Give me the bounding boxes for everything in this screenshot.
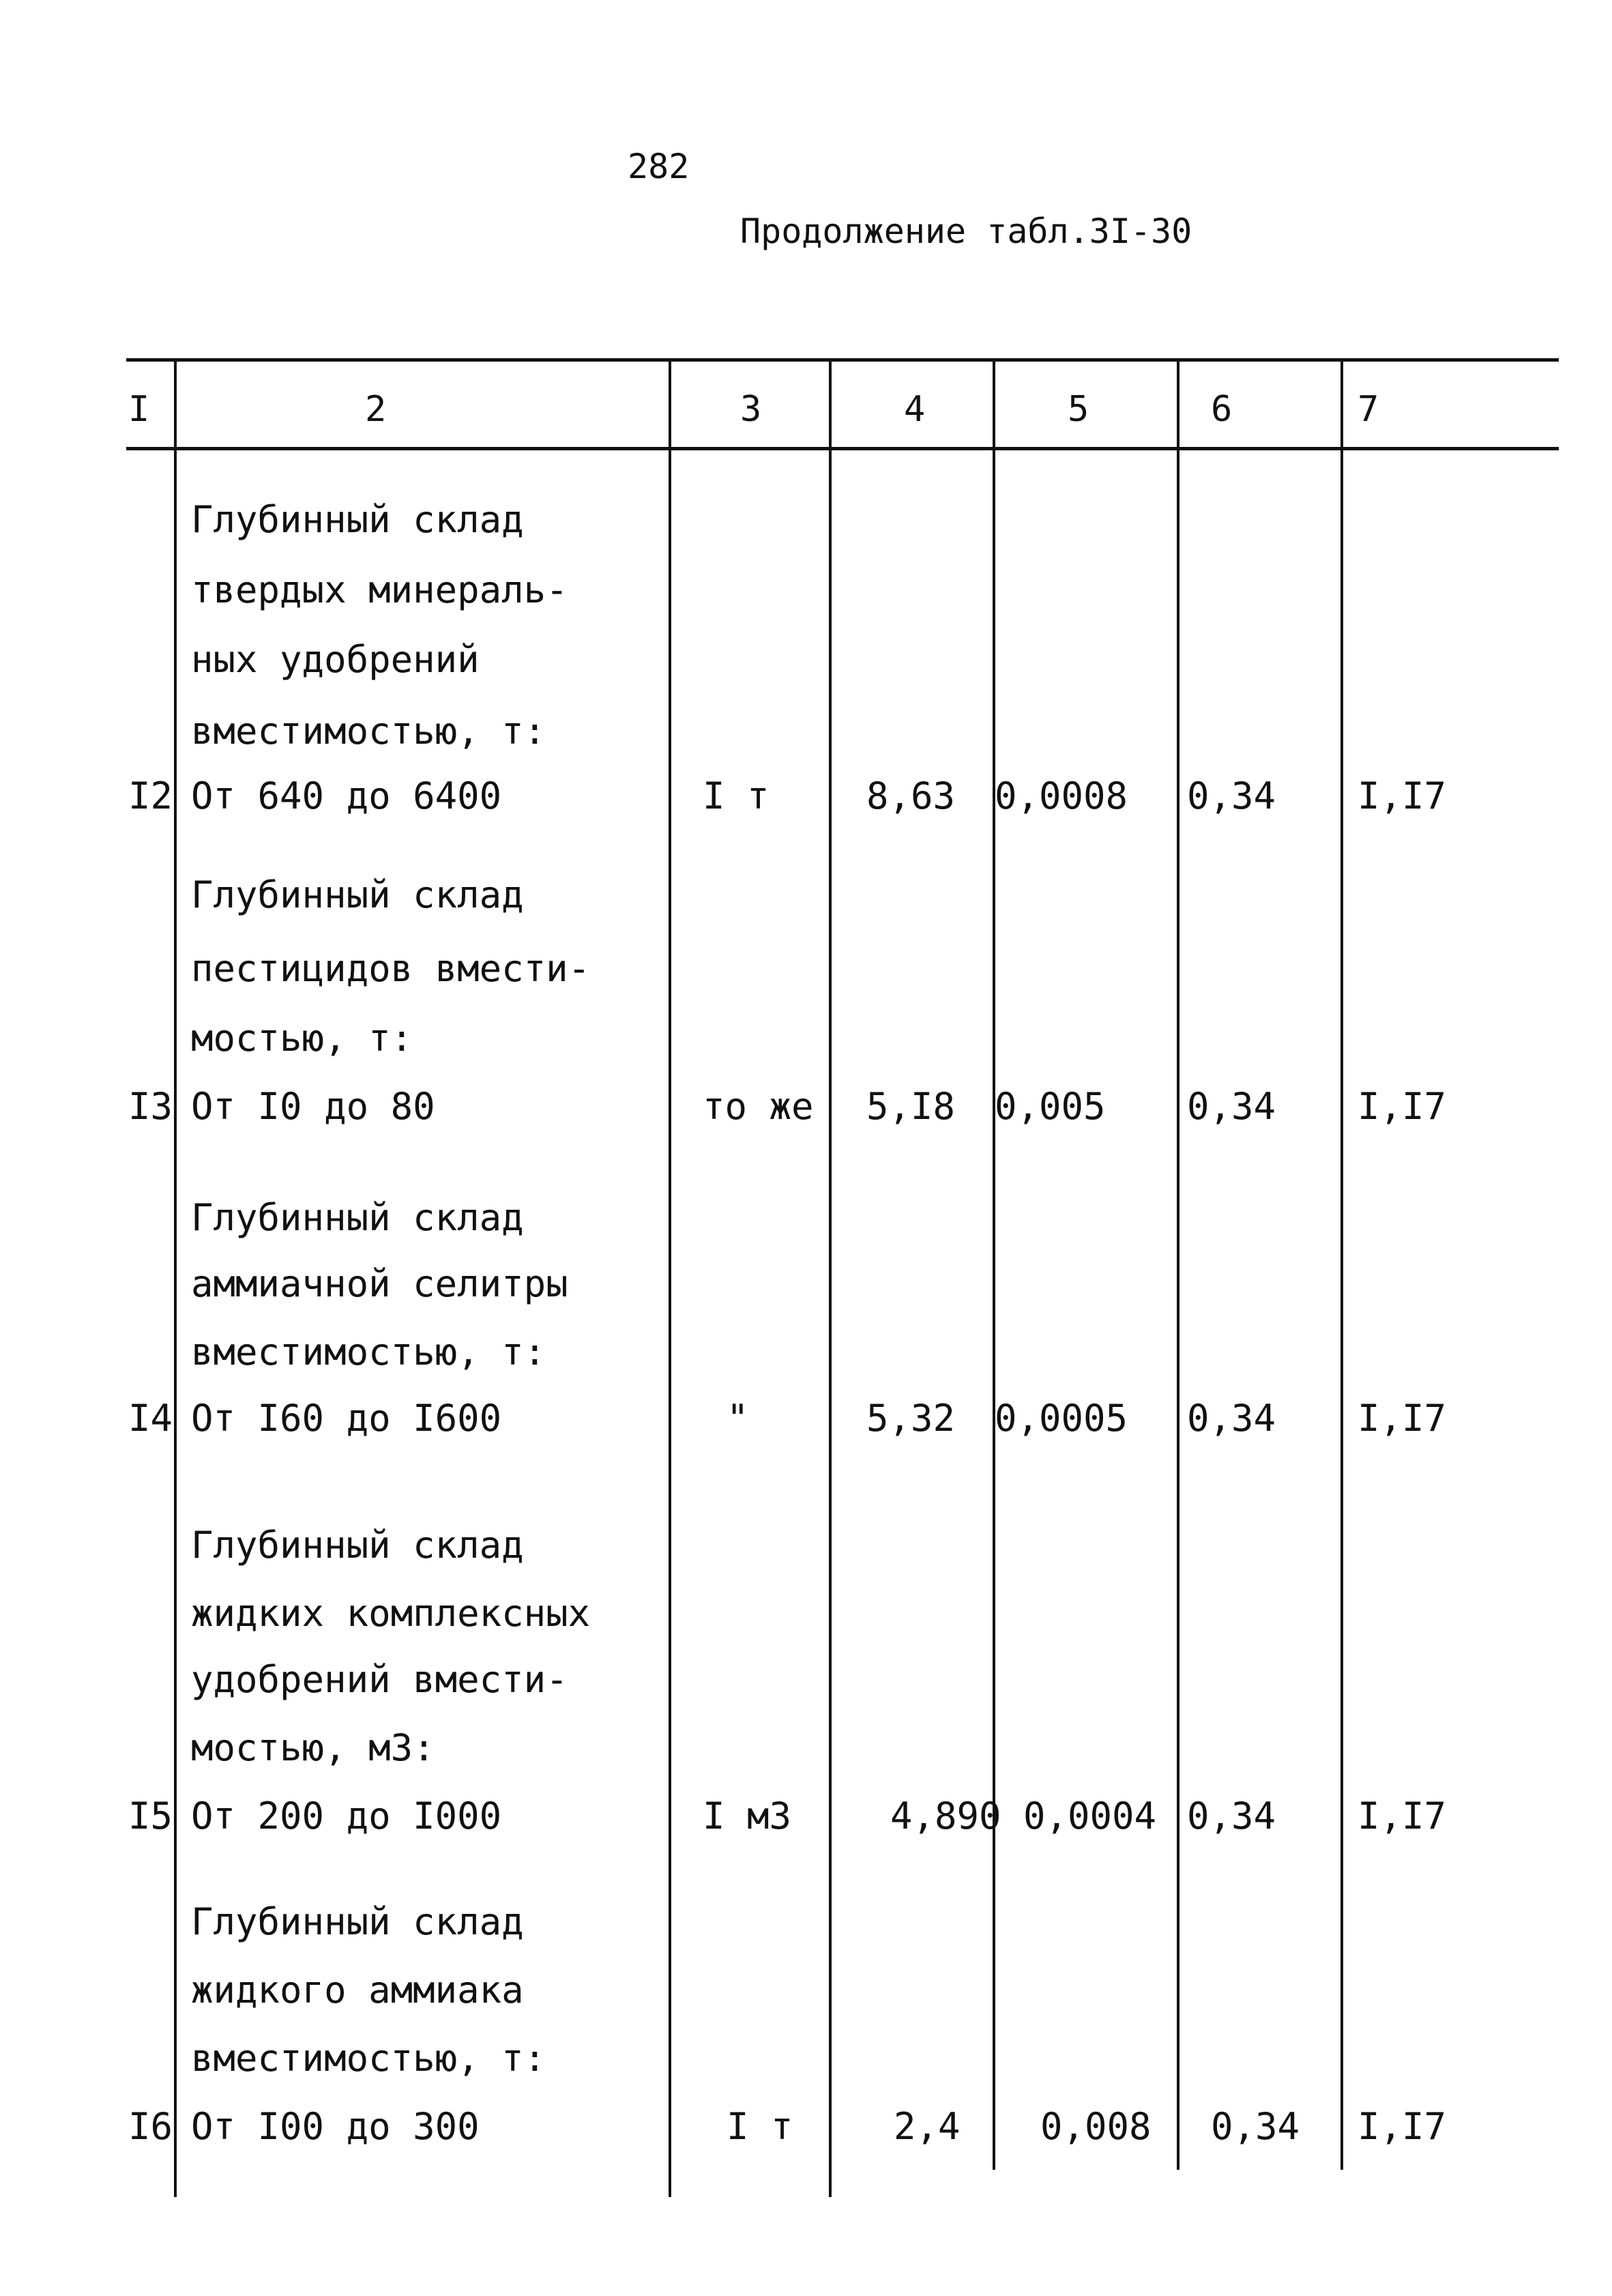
column-header: 2 xyxy=(365,389,387,430)
row-value-col7: I,I7 xyxy=(1358,1397,1447,1440)
row-value-col5: 0,008 xyxy=(1040,2105,1152,2148)
row-value-col4: 5,I8 xyxy=(866,1085,956,1128)
row-value-col5: 0,005 xyxy=(995,1085,1106,1128)
row-value-col6: 0,34 xyxy=(1187,1085,1276,1128)
column-header: 4 xyxy=(904,389,926,430)
row-description-line: От I00 до 300 xyxy=(191,2105,480,2148)
column-divider-3 xyxy=(829,362,832,2197)
column-divider-2 xyxy=(669,362,671,2197)
row-value-col5: 0,0005 xyxy=(995,1397,1128,1440)
row-description-line: жидких комплексных xyxy=(191,1592,591,1635)
row-unit: " xyxy=(727,1397,749,1440)
row-description-line: От I60 до I600 xyxy=(191,1397,502,1440)
table-header-rule xyxy=(126,447,1559,450)
row-description-line: Глубинный склад xyxy=(191,498,524,541)
row-unit: I т xyxy=(727,2105,793,2148)
page-number: 282 xyxy=(628,147,690,186)
column-divider-4 xyxy=(993,362,995,2170)
row-unit: I т xyxy=(703,774,770,817)
row-description-line: Глубинный склад xyxy=(191,1900,524,1943)
row-description-line: Глубинный склад xyxy=(191,873,524,916)
row-description-line: мостью, м3: xyxy=(191,1726,435,1769)
column-divider-1 xyxy=(174,362,177,2197)
row-description-line: От 200 до I000 xyxy=(191,1794,502,1837)
row-value-col5: 0,0004 xyxy=(1023,1794,1157,1837)
row-description-line: ных удобрений xyxy=(191,638,480,681)
row-unit: I м3 xyxy=(703,1794,792,1837)
row-value-col7: I,I7 xyxy=(1358,1085,1447,1128)
row-description-line: Глубинный склад xyxy=(191,1196,524,1239)
column-header: 7 xyxy=(1358,389,1379,430)
row-value-col5: 0,0008 xyxy=(995,774,1128,817)
row-description-line: вместимостью, т: xyxy=(191,1331,546,1374)
column-header: I xyxy=(128,389,150,430)
row-value-col7: I,I7 xyxy=(1358,2105,1447,2148)
row-description-line: Глубинный склад xyxy=(191,1524,524,1567)
row-value-col7: I,I7 xyxy=(1358,1794,1447,1837)
table-top-rule xyxy=(126,358,1559,362)
row-number: I5 xyxy=(128,1794,173,1837)
row-description-line: удобрений вмести- xyxy=(191,1658,568,1701)
column-divider-6 xyxy=(1340,362,1343,2170)
row-description-line: вместимостью, т: xyxy=(191,710,546,753)
row-description-line: пестицидов вмести- xyxy=(191,947,591,990)
row-description-line: вместимостью, т: xyxy=(191,2037,546,2080)
row-description-line: мостью, т: xyxy=(191,1017,413,1060)
row-description-line: твердых минераль- xyxy=(191,568,568,611)
column-header: 6 xyxy=(1211,389,1233,430)
column-header: 5 xyxy=(1068,389,1089,430)
row-number: I3 xyxy=(128,1085,173,1128)
row-unit: то же xyxy=(703,1085,814,1128)
row-value-col6: 0,34 xyxy=(1187,774,1276,817)
column-header: 3 xyxy=(740,389,762,430)
row-value-col4: 8,63 xyxy=(866,774,956,817)
row-description-line: От I0 до 80 xyxy=(191,1085,435,1128)
row-number: I6 xyxy=(128,2105,173,2148)
table-continuation-title: Продолжение табл.3I-30 xyxy=(740,212,1192,251)
row-value-col6: 0,34 xyxy=(1187,1794,1276,1837)
row-number: I4 xyxy=(128,1397,173,1440)
column-divider-5 xyxy=(1177,362,1179,2170)
row-description-line: жидкого аммиака xyxy=(191,1968,524,2011)
row-value-col4: 4,890 xyxy=(890,1794,1001,1837)
row-value-col6: 0,34 xyxy=(1211,2105,1300,2148)
row-value-col7: I,I7 xyxy=(1358,774,1447,817)
row-value-col4: 2,4 xyxy=(894,2105,961,2148)
row-number: I2 xyxy=(128,774,173,817)
row-value-col6: 0,34 xyxy=(1187,1397,1276,1440)
row-value-col4: 5,32 xyxy=(866,1397,956,1440)
row-description-line: аммиачной селитры xyxy=(191,1262,568,1305)
row-description-line: От 640 до 6400 xyxy=(191,774,502,817)
